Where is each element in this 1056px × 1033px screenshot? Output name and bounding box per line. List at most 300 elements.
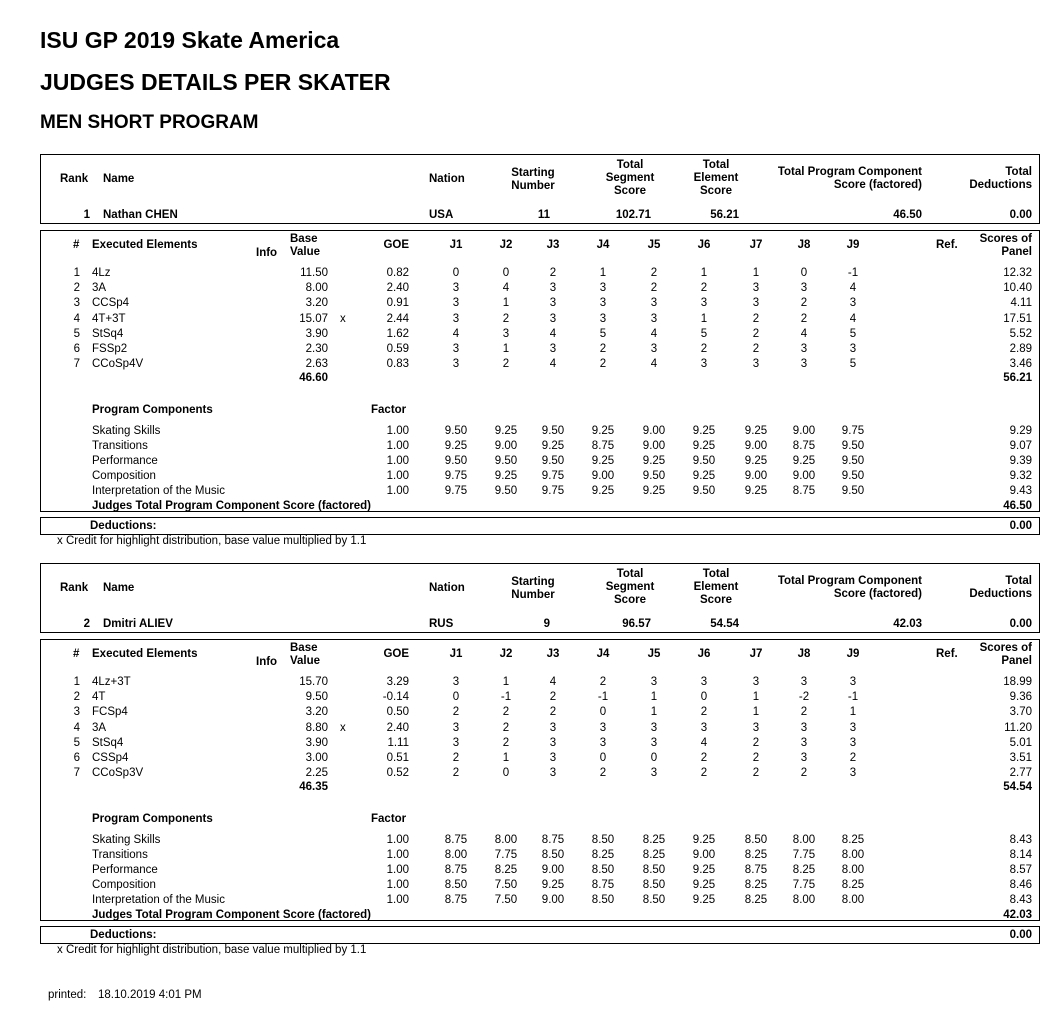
element-judge-j5: 3 — [650, 312, 658, 325]
element-judge-j5: 1 — [650, 706, 658, 719]
component-judge-j5: 8.50 — [642, 879, 666, 891]
judge-header-j9: J9 — [846, 239, 860, 251]
element-judge-j1: 3 — [452, 721, 460, 734]
component-factor: 1.00 — [386, 849, 409, 861]
element-judge-j1: 4 — [452, 327, 460, 340]
element-name: 4T+3T — [92, 312, 126, 325]
element-score: 10.40 — [1003, 282, 1032, 295]
element-judge-j9: 1 — [849, 706, 857, 719]
element-judge-j6: 5 — [700, 327, 708, 340]
element-judge-j4: 2 — [599, 343, 607, 355]
component-judge-j7: 8.25 — [744, 849, 768, 861]
highlight-footnote: x Credit for highlight distribution, base value multiplied by 1.1 — [57, 535, 367, 547]
component-judge-j8: 9.25 — [792, 455, 816, 467]
component-judge-j1: 8.00 — [444, 849, 468, 861]
element-judge-j6: 1 — [700, 267, 708, 279]
component-judge-j2: 9.25 — [494, 470, 518, 482]
component-judge-j6: 9.25 — [692, 864, 716, 876]
component-judge-j9: 8.00 — [841, 849, 865, 861]
component-judge-j2: 9.00 — [494, 440, 518, 452]
component-judge-j6: 9.25 — [692, 440, 716, 452]
executed-elements-header: Executed Elements — [92, 239, 198, 251]
component-factor: 1.00 — [386, 894, 409, 906]
component-judge-j7: 9.25 — [744, 455, 768, 467]
element-judge-j9: 5 — [849, 358, 857, 371]
elements-score-total: 54.54 — [1003, 781, 1032, 793]
element-judge-j6: 2 — [700, 706, 708, 719]
element-base-value: 2.63 — [305, 358, 328, 371]
element-goe: 0.50 — [386, 706, 409, 719]
element-judge-j6: 3 — [700, 297, 708, 310]
element-score: 4.11 — [1010, 297, 1032, 310]
component-judge-j1: 9.75 — [444, 470, 468, 482]
element-judge-j4: 2 — [599, 358, 607, 371]
element-judge-j2: 1 — [502, 297, 510, 310]
component-factor: 1.00 — [386, 879, 409, 891]
component-judge-j8: 8.75 — [792, 440, 816, 452]
component-judge-j6: 9.50 — [692, 485, 716, 497]
component-factor: 1.00 — [386, 864, 409, 876]
name-header: Name — [103, 582, 135, 594]
component-score: 8.57 — [1009, 864, 1032, 876]
component-judge-j6: 9.00 — [692, 849, 716, 861]
skater-tes: 54.54 — [710, 618, 739, 630]
element-goe: 0.59 — [386, 343, 409, 355]
component-score: 9.32 — [1009, 470, 1032, 482]
element-name: FSSp2 — [92, 343, 128, 355]
element-judge-j1: 0 — [452, 691, 460, 704]
component-judge-j3: 9.50 — [541, 455, 565, 467]
component-score: 8.43 — [1009, 834, 1032, 846]
component-judge-j9: 8.00 — [841, 894, 865, 906]
element-judge-j5: 4 — [650, 327, 658, 340]
component-factor: 1.00 — [386, 455, 409, 467]
element-name: FCSp4 — [92, 706, 128, 719]
judge-header-j3: J3 — [546, 239, 560, 251]
component-factor: 1.00 — [386, 470, 409, 482]
element-judge-j4: 3 — [599, 297, 607, 310]
element-judge-j4: 0 — [599, 706, 607, 719]
element-base-value: 11.50 — [300, 267, 328, 279]
deductions-header-2: Deductions — [969, 588, 1032, 600]
element-name: 4Lz+3T — [92, 676, 131, 688]
component-name: Interpretation of the Music — [92, 894, 225, 906]
component-judge-j9: 9.50 — [841, 455, 865, 467]
element-judge-j8: 4 — [800, 327, 808, 340]
highlight-footnote: x Credit for highlight distribution, base value multiplied by 1.1 — [57, 944, 367, 956]
scores-of-panel-header-1: Scores of — [979, 642, 1032, 654]
element-judge-j2: 2 — [502, 706, 510, 719]
element-judge-j4: 5 — [599, 327, 607, 340]
element-judge-j2: 1 — [502, 343, 510, 355]
element-score: 2.77 — [1009, 767, 1032, 780]
component-factor: 1.00 — [386, 834, 409, 846]
component-judge-j2: 7.50 — [494, 894, 518, 906]
skater-pcs: 42.03 — [893, 618, 922, 630]
element-judge-j4: -1 — [597, 691, 609, 704]
element-judge-j1: 3 — [452, 343, 460, 355]
element-judge-j8: 2 — [800, 312, 808, 325]
element-judge-j9: 3 — [849, 767, 857, 780]
element-judge-j3: 3 — [549, 297, 557, 310]
element-name: 4T — [92, 691, 106, 704]
element-judge-j7: 2 — [752, 736, 760, 749]
element-judge-j5: 3 — [650, 676, 658, 688]
judge-header-j6: J6 — [697, 239, 711, 251]
tss-header-2: Segment — [605, 581, 655, 593]
component-judge-j6: 9.25 — [692, 894, 716, 906]
element-judge-j3: 4 — [549, 358, 557, 371]
element-judge-j5: 3 — [650, 767, 658, 780]
element-goe: 1.11 — [387, 736, 409, 749]
component-judge-j3: 9.50 — [541, 425, 565, 437]
tss-header-1: Total — [616, 568, 644, 580]
element-judge-j9: 2 — [849, 752, 857, 764]
skater-tes: 56.21 — [710, 209, 739, 221]
element-judge-j6: 3 — [700, 358, 708, 371]
element-judge-j8: 3 — [800, 358, 808, 371]
component-name: Composition — [92, 879, 156, 891]
component-judge-j9: 9.75 — [841, 425, 865, 437]
element-judge-j2: 2 — [502, 358, 510, 371]
component-judge-j3: 9.25 — [541, 440, 565, 452]
element-judge-j3: 3 — [549, 752, 557, 764]
element-score: 2.89 — [1009, 343, 1032, 355]
element-base-value: 8.80 — [305, 721, 328, 734]
element-name: CCSp4 — [92, 297, 130, 310]
component-name: Skating Skills — [92, 425, 161, 437]
element-judge-j8: 3 — [800, 752, 808, 764]
element-score: 5.01 — [1009, 736, 1032, 749]
event-title: ISU GP 2019 Skate America — [40, 27, 340, 53]
judge-header-j6: J6 — [697, 648, 711, 660]
element-judge-j1: 3 — [452, 676, 460, 688]
element-judge-j7: 1 — [752, 706, 760, 719]
element-judge-j3: 3 — [549, 721, 557, 734]
goe-header: GOE — [383, 239, 409, 251]
element-judge-j8: 0 — [800, 267, 808, 279]
judges-total-pcs-value: 42.03 — [1003, 909, 1032, 921]
element-judge-j8: 3 — [800, 343, 808, 355]
executed-elements-header: Executed Elements — [92, 648, 198, 660]
component-judge-j7: 9.00 — [744, 470, 768, 482]
element-judge-j4: 3 — [599, 312, 607, 325]
element-judge-j2: 4 — [502, 282, 510, 295]
component-judge-j8: 8.00 — [792, 894, 816, 906]
element-base-value: 9.50 — [305, 691, 328, 704]
element-judge-j9: 4 — [849, 312, 857, 325]
category-title: MEN SHORT PROGRAM — [40, 112, 259, 133]
element-highlight-mark: x — [340, 721, 346, 734]
judge-header-j4: J4 — [596, 648, 610, 660]
ref-header: Ref. — [936, 239, 958, 251]
component-judge-j4: 8.75 — [591, 879, 615, 891]
component-name: Performance — [92, 455, 158, 467]
element-judge-j1: 3 — [452, 358, 460, 371]
starting-number-header-2: Number — [511, 589, 555, 601]
element-judge-j2: 2 — [502, 736, 510, 749]
goe-header: GOE — [383, 648, 409, 660]
element-judge-j7: 2 — [752, 343, 760, 355]
component-judge-j1: 9.25 — [444, 440, 468, 452]
skater-name: Nathan CHEN — [103, 209, 178, 221]
element-judge-j4: 2 — [599, 767, 607, 780]
element-goe: 0.82 — [386, 267, 409, 279]
judge-header-j5: J5 — [647, 239, 661, 251]
deductions-box — [40, 517, 1040, 535]
elements-score-total: 56.21 — [1003, 372, 1032, 384]
element-goe: 2.44 — [386, 312, 409, 325]
element-score: 11.20 — [1004, 721, 1032, 734]
component-score: 9.43 — [1009, 485, 1032, 497]
info-header: Info — [256, 656, 278, 668]
element-goe: -0.14 — [382, 691, 409, 704]
name-header: Name — [103, 173, 135, 185]
tes-header-2: Element — [693, 172, 739, 184]
element-judge-j7: 3 — [752, 358, 760, 371]
element-judge-j3: 2 — [549, 706, 557, 719]
component-judge-j1: 8.75 — [444, 834, 468, 846]
base-value-header-1: Base — [290, 233, 318, 245]
element-judge-j5: 1 — [650, 691, 658, 704]
component-judge-j2: 8.00 — [494, 834, 518, 846]
element-base-value: 2.30 — [305, 343, 328, 355]
page-title: JUDGES DETAILS PER SKATER — [40, 69, 391, 95]
element-judge-j8: 3 — [800, 282, 808, 295]
deductions-header-1: Total — [1005, 575, 1032, 587]
judge-header-j2: J2 — [499, 648, 513, 660]
deductions-box — [40, 926, 1040, 944]
element-judge-j8: 2 — [800, 297, 808, 310]
element-name: StSq4 — [92, 327, 124, 340]
element-base-value: 3.20 — [305, 706, 328, 719]
judge-header-j4: J4 — [596, 239, 610, 251]
component-name: Transitions — [92, 849, 148, 861]
element-judge-j5: 2 — [650, 282, 658, 295]
element-goe: 3.29 — [386, 676, 409, 688]
component-name: Performance — [92, 864, 158, 876]
element-name: CCoSp3V — [92, 767, 144, 780]
component-factor: 1.00 — [386, 440, 409, 452]
element-judge-j1: 3 — [452, 312, 460, 325]
element-base-value: 3.00 — [305, 752, 328, 764]
element-score: 3.51 — [1009, 752, 1032, 764]
judge-header-j7: J7 — [749, 239, 763, 251]
component-score: 9.07 — [1009, 440, 1032, 452]
deductions-header-1: Total — [1005, 166, 1032, 178]
element-judge-j7: 1 — [752, 267, 760, 279]
component-judge-j1: 8.50 — [444, 879, 468, 891]
skater-name: Dmitri ALIEV — [103, 618, 173, 630]
component-judge-j5: 9.00 — [642, 425, 666, 437]
element-judge-j8: 2 — [800, 706, 808, 719]
element-judge-j2: 1 — [502, 676, 510, 688]
tss-header-1: Total — [616, 159, 644, 171]
element-judge-j3: 2 — [549, 267, 557, 279]
element-score: 18.99 — [1003, 676, 1032, 688]
element-judge-j3: 3 — [549, 767, 557, 780]
element-judge-j7: 2 — [752, 312, 760, 325]
element-goe: 0.83 — [386, 358, 409, 371]
element-judge-j1: 0 — [452, 267, 460, 279]
judge-header-j2: J2 — [499, 239, 513, 251]
element-judge-j3: 3 — [549, 343, 557, 355]
element-judge-j9: 5 — [849, 327, 857, 340]
tes-header-3: Score — [700, 594, 732, 606]
component-judge-j8: 7.75 — [792, 879, 816, 891]
judges-total-pcs-value: 46.50 — [1003, 500, 1032, 512]
skater-pcs: 46.50 — [893, 209, 922, 221]
element-judge-j8: 2 — [800, 767, 808, 780]
component-judge-j5: 8.50 — [642, 894, 666, 906]
element-judge-j1: 3 — [452, 297, 460, 310]
component-name: Skating Skills — [92, 834, 161, 846]
judge-header-j9: J9 — [846, 648, 860, 660]
element-judge-j2: 2 — [502, 312, 510, 325]
element-judge-j7: 3 — [752, 721, 760, 734]
component-judge-j4: 8.50 — [591, 894, 615, 906]
nation-header: Nation — [429, 582, 465, 594]
element-name: 4Lz — [92, 267, 111, 279]
element-name: 3A — [92, 721, 107, 734]
element-judge-j3: 4 — [549, 676, 557, 688]
base-value-header-2: Value — [290, 246, 321, 258]
component-judge-j2: 7.50 — [494, 879, 518, 891]
printed-label: printed: — [48, 989, 87, 1001]
element-base-value: 3.90 — [305, 327, 328, 340]
element-num: 6 — [73, 343, 80, 355]
tes-header-1: Total — [702, 568, 730, 580]
judges-total-pcs-label: Judges Total Program Component Score (factored) — [92, 500, 372, 512]
skater-tss: 96.57 — [622, 618, 651, 630]
judge-header-j3: J3 — [546, 648, 560, 660]
element-judge-j5: 3 — [650, 721, 658, 734]
judge-header-j8: J8 — [797, 648, 811, 660]
element-score: 5.52 — [1009, 327, 1032, 340]
element-judge-j9: 3 — [849, 343, 857, 355]
element-judge-j6: 4 — [700, 736, 708, 749]
element-judge-j9: 3 — [849, 676, 857, 688]
judge-header-j5: J5 — [647, 648, 661, 660]
skater-deductions: 0.00 — [1009, 618, 1032, 630]
element-judge-j6: 1 — [700, 312, 708, 325]
element-num-header: # — [73, 239, 80, 251]
element-base-value: 3.90 — [305, 736, 328, 749]
element-name: 3A — [92, 282, 107, 295]
element-goe: 0.52 — [386, 767, 409, 780]
component-judge-j5: 9.00 — [642, 440, 666, 452]
element-judge-j2: 3 — [502, 327, 510, 340]
program-components-header: Program Components — [92, 404, 213, 416]
element-num: 1 — [73, 267, 80, 279]
component-judge-j4: 9.00 — [591, 470, 615, 482]
element-num: 7 — [73, 767, 80, 780]
deductions-value: 0.00 — [1009, 520, 1032, 532]
component-judge-j4: 8.50 — [591, 864, 615, 876]
element-judge-j5: 0 — [650, 752, 658, 764]
component-judge-j8: 8.75 — [792, 485, 816, 497]
component-judge-j7: 8.25 — [744, 879, 768, 891]
component-judge-j5: 9.50 — [642, 470, 666, 482]
component-judge-j5: 9.25 — [642, 485, 666, 497]
component-judge-j3: 8.75 — [541, 834, 565, 846]
pcs-header-2: Score (factored) — [833, 179, 922, 191]
element-judge-j8: 3 — [800, 676, 808, 688]
deductions-value: 0.00 — [1009, 929, 1032, 941]
component-name: Transitions — [92, 440, 148, 452]
element-goe: 2.40 — [386, 282, 409, 295]
element-judge-j1: 2 — [452, 752, 460, 764]
component-judge-j6: 9.25 — [692, 425, 716, 437]
element-judge-j2: 0 — [502, 267, 510, 279]
component-judge-j1: 9.75 — [444, 485, 468, 497]
skater-starting-number: 11 — [537, 209, 550, 221]
element-name: StSq4 — [92, 736, 124, 749]
element-judge-j3: 3 — [549, 736, 557, 749]
component-name: Interpretation of the Music — [92, 485, 225, 497]
element-num: 2 — [73, 691, 80, 704]
element-num: 6 — [73, 752, 80, 764]
element-score: 3.70 — [1009, 706, 1032, 719]
component-name: Composition — [92, 470, 156, 482]
element-judge-j1: 2 — [452, 767, 460, 780]
element-num: 4 — [73, 721, 80, 734]
component-judge-j3: 8.50 — [541, 849, 565, 861]
component-judge-j7: 9.25 — [744, 485, 768, 497]
element-base-value: 15.07 — [299, 312, 328, 325]
element-score: 9.36 — [1009, 691, 1032, 704]
component-judge-j9: 8.25 — [841, 834, 865, 846]
printed-value: 18.10.2019 4:01 PM — [98, 989, 202, 1001]
deductions-header-2: Deductions — [969, 179, 1032, 191]
rank-header: Rank — [60, 173, 89, 185]
element-num-header: # — [73, 648, 80, 660]
component-score: 8.14 — [1009, 849, 1032, 861]
element-judge-j7: 3 — [752, 297, 760, 310]
element-name: CSSp4 — [92, 752, 129, 764]
component-judge-j1: 8.75 — [444, 894, 468, 906]
component-judge-j7: 8.25 — [744, 894, 768, 906]
element-judge-j8: -2 — [798, 691, 810, 704]
deductions-label: Deductions: — [90, 929, 157, 941]
component-judge-j8: 9.00 — [792, 425, 816, 437]
scores-of-panel-header-2: Panel — [1001, 655, 1032, 667]
component-judge-j7: 9.25 — [744, 425, 768, 437]
factor-header: Factor — [371, 404, 407, 416]
component-judge-j6: 9.25 — [692, 470, 716, 482]
deductions-label: Deductions: — [90, 520, 157, 532]
component-judge-j3: 9.00 — [541, 864, 565, 876]
component-judge-j1: 8.75 — [444, 864, 468, 876]
judge-header-j8: J8 — [797, 239, 811, 251]
element-judge-j1: 2 — [452, 706, 460, 719]
element-judge-j5: 3 — [650, 736, 658, 749]
element-goe: 1.62 — [386, 327, 409, 340]
element-base-value: 15.70 — [299, 676, 328, 688]
element-judge-j4: 3 — [599, 721, 607, 734]
skater-rank: 1 — [83, 209, 90, 221]
judge-header-j1: J1 — [449, 239, 463, 251]
element-judge-j9: 3 — [849, 297, 857, 310]
element-judge-j8: 3 — [800, 736, 808, 749]
component-factor: 1.00 — [386, 485, 409, 497]
component-judge-j6: 9.25 — [692, 834, 716, 846]
element-base-value: 8.00 — [305, 282, 328, 295]
element-score: 12.32 — [1003, 267, 1032, 279]
element-judge-j6: 3 — [700, 676, 708, 688]
component-judge-j7: 9.00 — [744, 440, 768, 452]
element-judge-j1: 3 — [452, 736, 460, 749]
